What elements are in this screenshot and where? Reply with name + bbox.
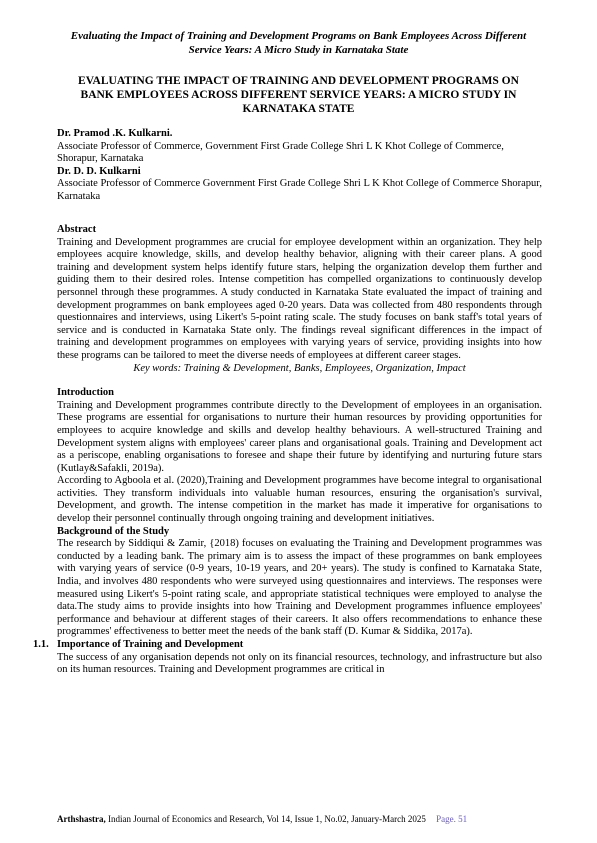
background-heading: Background of the Study [57, 525, 170, 537]
section-number: 1.1. [33, 639, 49, 650]
author-name: Dr. Pramod .K. Kulkarni. [57, 128, 173, 139]
background-text: The research by Siddiqui & Zamir, {2018) focuses on evaluating the Training and Development programmes was conducted by a leading bank. The primary aim is to assess the impact of these programmes on bank employees with varying years of service (0-9 years, 10-19 years, and 20+ years). The study is confined to Karnataka State, India, and involves 480 respondents who were surveyed using questionnaires and interviews. The responses were measured using Likert's 5-point rating scale, and appropriate statistical techniques were employed to analyse the data.The study aims to provide insights into how Training and Development programmes influence employees' performance and behaviour at different stages of their careers. It also offers recommendations to enhance these programmes' effectiveness to better meet the needs of the bank staff (D. Kumar & Siddika, 2017a). [57, 538, 542, 638]
author-block [57, 128, 542, 204]
abstract-heading: Abstract [57, 224, 97, 235]
journal-details: Indian Journal of Economics and Research, Vol 14, Issue 1, No.02, January-March 2025 [108, 814, 426, 824]
introduction-paragraph: According to Agboola et al. (2020),Training and Development programmes have become integral to organisational activities. They transform individuals into valuable human resources, ensuring the organisation's survival, Development, and growth. The intense competition in the market has made it imperative for organisations to develop their personnel continually through ongoing training and development initiatives. [57, 475, 542, 525]
page-number: Page. 51 [436, 814, 468, 824]
body-text [33, 224, 542, 677]
importance-heading [33, 639, 542, 652]
author-name: Dr. D. D. Kulkarni [57, 165, 141, 177]
introduction-heading: Introduction [57, 387, 114, 399]
importance-text: The success of any organisation depends not only on its financial resources, technology, and infrastructure but also on its human resources. Training and Development programmes are critical in [57, 651, 542, 676]
author-affiliation: Associate Professor of Commerce Government First Grade College Shri L K Khot College of Commerce Shorapur, Karnataka [57, 178, 542, 202]
importance-heading-label: Importance of Training and Development [57, 639, 244, 650]
paper-title: EVALUATING THE IMPACT OF TRAINING AND DEVELOPMENT PROGRAMS ON BANK EMPLOYEES ACROSS DIFFERENT SERVICE YEARS: A MICRO STUDY IN KARNATAKA STATE [78, 75, 519, 115]
running-head: Evaluating the Impact of Training and Development Programs on Bank Employees Across Different Service Years: A Micro Study in Karnataka State [70, 30, 527, 56]
journal-name: Arthshastra, [57, 814, 106, 824]
introduction-paragraph: Training and Development programmes contribute directly to the Development of employees in an organisation. These programs are essential for organisations to nurture their human resources by providing opportunities for employees to acquire knowledge and skills and develop healthy behaviours. A well-structured Training and Development system aligns with employees' career plans and organisational goals. Training and Development act as a periscope, enabling organisations to foresee and shape their future by identifying and nurturing future stars (Kutlay&Safakli, 2019a). [57, 399, 542, 474]
page-footer [57, 813, 542, 825]
abstract-text: Training and Development programmes are crucial for employee development within an organization. They help employees acquire knowledge, skills, and develop healthy behavior, aligning with their career plans. A good training and development system helps identify future stars, helping the organization develop them further and guiding them to their desired roles. Intense competition has compelled organizations to continuously develop personnel through these programmes. A study conducted in Karnataka State evaluated the impact of training and development programmes on bank employees aged 0-20 years. Data was collected from 480 respondents through questionnaires and interviews, using Likert's 5-point rating scale. The study focuses on bank staff's total years of service and is conducted in Karnataka State only. The findings reveal significant differences in the impact of training and development programmes on employees with varying years of service, providing insights into how these programs can be tailored to meet the diverse needs of employees at different career stages. [57, 236, 542, 361]
keywords: Key words: Training & Development, Banks, Employees, Organization, Impact [133, 362, 466, 374]
author-affiliation: Associate Professor of Commerce, Government First Grade College Shri L K Khot College of Commerce, Shorapur, Karnataka [57, 140, 504, 165]
